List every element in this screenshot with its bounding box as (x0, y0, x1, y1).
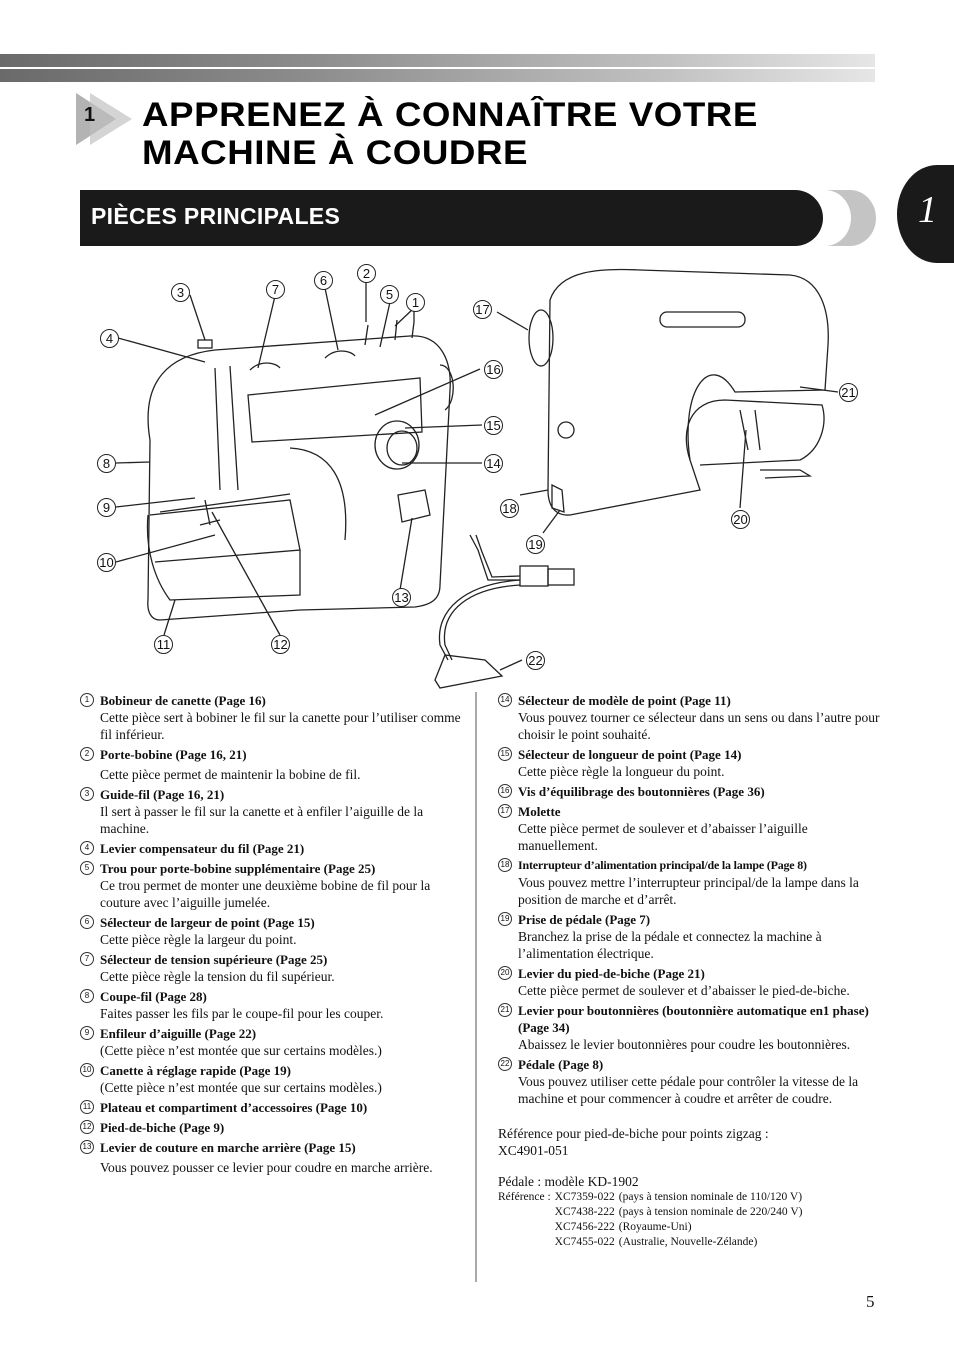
list-item: 13 Levier de couture en marche arrière (Page 15) Vous pouvez pousser ce levier pour coudre en marche arrière. (80, 1139, 465, 1176)
list-item: 9 Enfileur d’aiguille (Page 22) (Cette pièce n’est montée que sur certains modèles.) (80, 1025, 465, 1059)
sewing-machine-illustration (0, 250, 954, 690)
callout-8: 8 (97, 454, 116, 473)
list-item: 11 Plateau et compartiment d’accessoires (Page 10) (80, 1099, 465, 1116)
list-item: 10 Canette à réglage rapide (Page 19) (Cette pièce n’est montée que sur certains modèles.) (80, 1062, 465, 1096)
page-title: APPRENEZ À CONNAÎTRE VOTRE MACHINE À COUDRE (142, 96, 758, 172)
callout-10: 10 (97, 553, 116, 572)
list-item: 3 Guide-fil (Page 16, 21) Il sert à passer le fil sur la canette et à enfiler l’aiguille de la machine. (80, 786, 465, 837)
parts-list-left (80, 692, 465, 1179)
list-item: 2 Porte-bobine (Page 16, 21) Cette pièce permet de maintenir la bobine de fil. (80, 746, 465, 783)
chapter-tab-number: 1 (918, 189, 937, 231)
header-stripe-top (0, 54, 875, 67)
callout-11: 11 (154, 635, 173, 654)
list-item: 19 Prise de pédale (Page 7) Branchez la prise de la pédale et connectez la machine à l’alimentation électrique. (498, 911, 888, 962)
callout-22: 22 (526, 651, 545, 670)
callout-16: 16 (484, 360, 503, 379)
list-item: 22 Pédale (Page 8) Vous pouvez utiliser cette pédale pour contrôler la vitesse de la machine et pour commencer à coudre et arrêter de coudre. (498, 1056, 888, 1107)
header-stripe-bottom (0, 69, 875, 82)
callout-18: 18 (500, 499, 519, 518)
callout-1: 1 (406, 293, 425, 312)
callout-9: 9 (97, 498, 116, 517)
list-item: 18 Interrupteur d’alimentation principal/de la lampe (Page 8) Vous pouvez mettre l’interrupteur principal/de la lampe dans la position de marche et d’arrêt. (498, 857, 888, 908)
list-item: 5 Trou pour porte-bobine supplémentaire (Page 25) Ce trou permet de monter une deuxième bobine de fil pour la couture avec l’aiguille jumelée. (80, 860, 465, 911)
pedal-reference-table: Référence : XC7359-022 (pays à tension nominale de 110/120 V) XC7438-222 (pays à tension nominale de 220/240 V) XC7456-222 (Royaume-Uni) XC7455-022 (Australie, Nouvelle-Zélande) (498, 1191, 803, 1248)
callout-4: 4 (100, 329, 119, 348)
list-item: 21 Levier pour boutonnières (boutonnière automatique en1 phase) (Page 34) Abaissez le levier boutonnières pour coudre les boutonnières. (498, 1002, 888, 1053)
list-item: 4 Levier compensateur du fil (Page 21) (80, 840, 465, 857)
list-item: 17 Molette Cette pièce permet de soulever et d’abaisser l’aiguille manuellement. (498, 803, 888, 854)
callout-19: 19 (526, 535, 545, 554)
callout-5: 5 (380, 285, 399, 304)
list-item: 16 Vis d’équilibrage des boutonnières (Page 36) (498, 783, 888, 800)
callout-20: 20 (731, 510, 750, 529)
page-number: 5 (866, 1292, 875, 1311)
callout-7: 7 (266, 280, 285, 299)
callout-3: 3 (171, 283, 190, 302)
list-item: 12 Pied-de-biche (Page 9) (80, 1119, 465, 1136)
parts-list-right (498, 692, 888, 1250)
section-title: PIÈCES PRINCIPALES (91, 203, 341, 229)
list-item: 14 Sélecteur de modèle de point (Page 11) Vous pouvez tourner ce sélecteur dans un sens ou dans l’autre pour choisir le point souhaité. (498, 692, 888, 743)
list-item: 1 Bobineur de canette (Page 16) Cette pièce sert à bobiner le fil sur la canette pour l’utiliser comme fil inférieur. (80, 692, 465, 743)
callout-6: 6 (314, 271, 333, 290)
callout-21: 21 (839, 383, 858, 402)
callout-15: 15 (484, 416, 503, 435)
chapter-number: 1 (84, 104, 96, 126)
list-item: 6 Sélecteur de largeur de point (Page 15) Cette pièce règle la largeur du point. (80, 914, 465, 948)
callout-13: 13 (392, 588, 411, 607)
list-item: 8 Coupe-fil (Page 28) Faites passer les fils par le coupe-fil pour les couper. (80, 988, 465, 1022)
callout-14: 14 (484, 454, 503, 473)
list-item: 7 Sélecteur de tension supérieure (Page 25) Cette pièce règle la tension du fil supérieur. (80, 951, 465, 985)
list-item: 15 Sélecteur de longueur de point (Page 14) Cette pièce règle la longueur du point. (498, 746, 888, 780)
column-divider (475, 692, 477, 1282)
callout-2: 2 (357, 264, 376, 283)
callout-12: 12 (271, 635, 290, 654)
list-item: 20 Levier du pied-de-biche (Page 21) Cette pièce permet de soulever et d’abaisser le pied-de-biche. (498, 965, 888, 999)
reference-notes: Référence pour pied-de-biche pour points zigzag : XC4901-051 Pédale : modèle KD-1902 Référence : XC7359-022 (pays à tension nominale de 110/120 V) XC7438-222 (pays à tension nominale de 220/240 V) XC7456-222 (Royaume-Uni) XC7455-022 (Australie, Nouvelle-Zélande) (498, 1125, 888, 1250)
callout-17: 17 (473, 300, 492, 319)
